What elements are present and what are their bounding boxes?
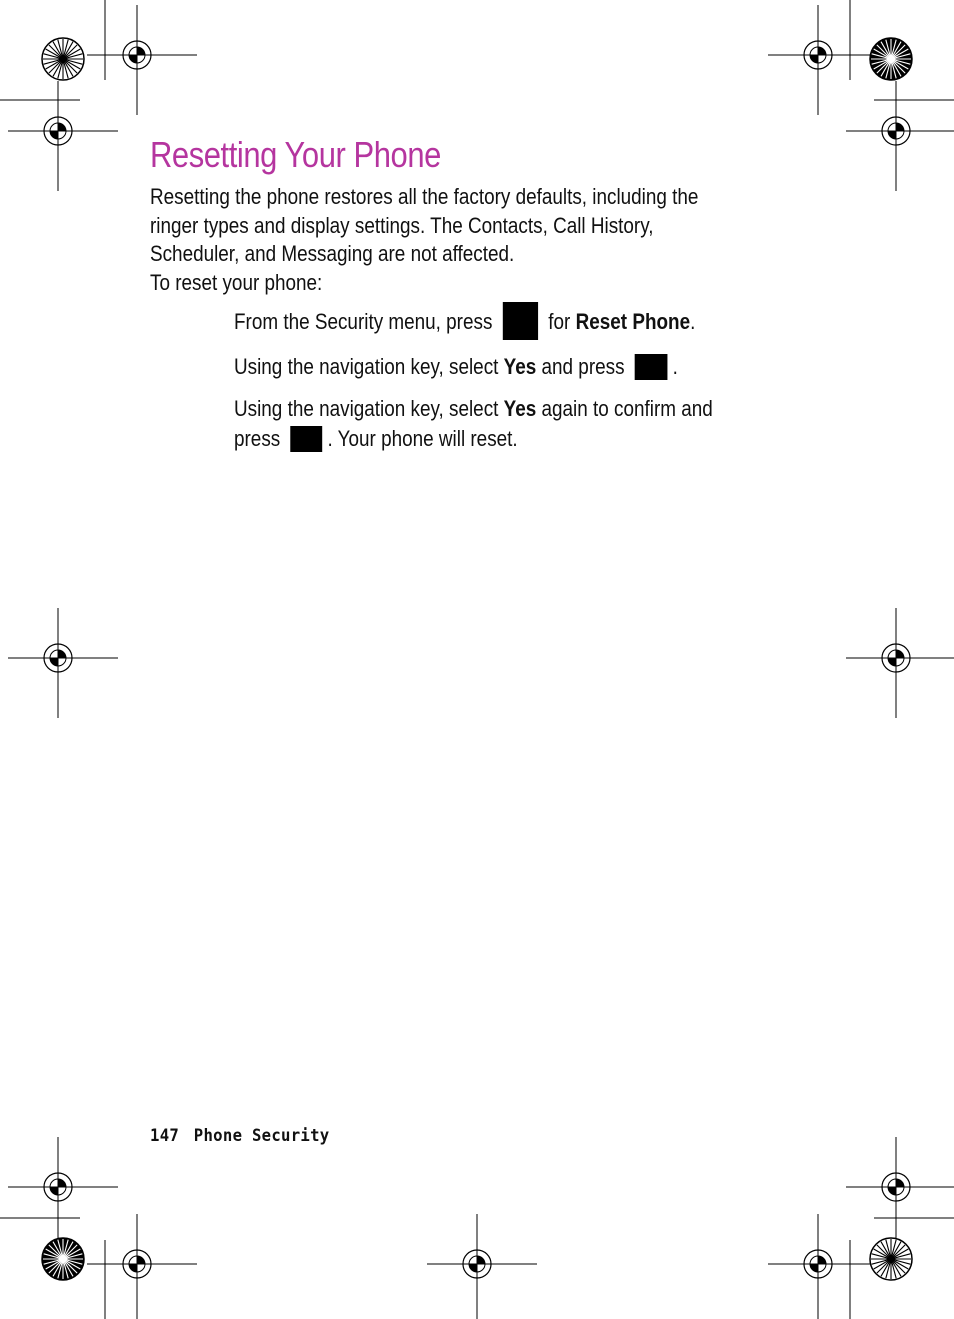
intro-line: Resetting the phone restores all the factory defaults, including the — [150, 184, 699, 209]
page-number: 147 — [150, 1126, 180, 1146]
intro-line: ringer types and display settings. The Contacts, Call History, — [150, 212, 654, 238]
reset-steps — [234, 302, 772, 454]
crosshair-target — [768, 5, 878, 115]
softkey-icon — [503, 302, 538, 340]
option-yes: Yes — [503, 396, 537, 421]
step-text: From the Security menu, press — [234, 309, 493, 334]
crosshair-target — [8, 81, 118, 191]
softkey-icon — [635, 354, 668, 380]
starburst-target — [42, 1238, 84, 1280]
step-3 — [234, 394, 772, 454]
starburst-target — [870, 1238, 912, 1280]
crosshair-target — [8, 608, 118, 718]
crosshair-target — [846, 81, 954, 191]
crosshair-target — [427, 1214, 537, 1319]
step-text: . — [672, 354, 678, 379]
step-text: . — [690, 309, 696, 334]
softkey-icon — [291, 426, 323, 452]
starburst-target — [42, 38, 84, 80]
section-name: Phone Security — [193, 1126, 330, 1146]
step-2 — [234, 352, 772, 382]
step-text: press — [234, 426, 281, 451]
crosshair-target — [87, 5, 197, 115]
menu-option-reset-phone: Reset Phone — [575, 309, 691, 334]
crosshair-target — [846, 1137, 954, 1247]
step-text: . Your phone will reset. — [327, 426, 518, 451]
step-text: for — [548, 309, 571, 334]
page-title: Resetting Your Phone — [150, 134, 441, 175]
step-text: and press — [541, 354, 625, 379]
crosshair-target — [87, 1214, 197, 1319]
crosshair-target — [846, 608, 954, 718]
intro-line: Scheduler, and Messaging are not affected. — [150, 241, 515, 266]
lead-in: To reset your phone: — [150, 269, 323, 295]
starburst-target — [870, 38, 912, 80]
step-text: again to confirm and — [541, 396, 713, 421]
option-yes: Yes — [503, 354, 537, 379]
step-text: Using the navigation key, select — [234, 396, 499, 421]
step-1 — [234, 302, 772, 340]
page-footer — [150, 1126, 330, 1146]
step-text: Using the navigation key, select — [234, 354, 499, 379]
crosshair-target — [768, 1214, 878, 1319]
crosshair-target — [8, 1137, 118, 1247]
intro-paragraph — [150, 183, 755, 297]
